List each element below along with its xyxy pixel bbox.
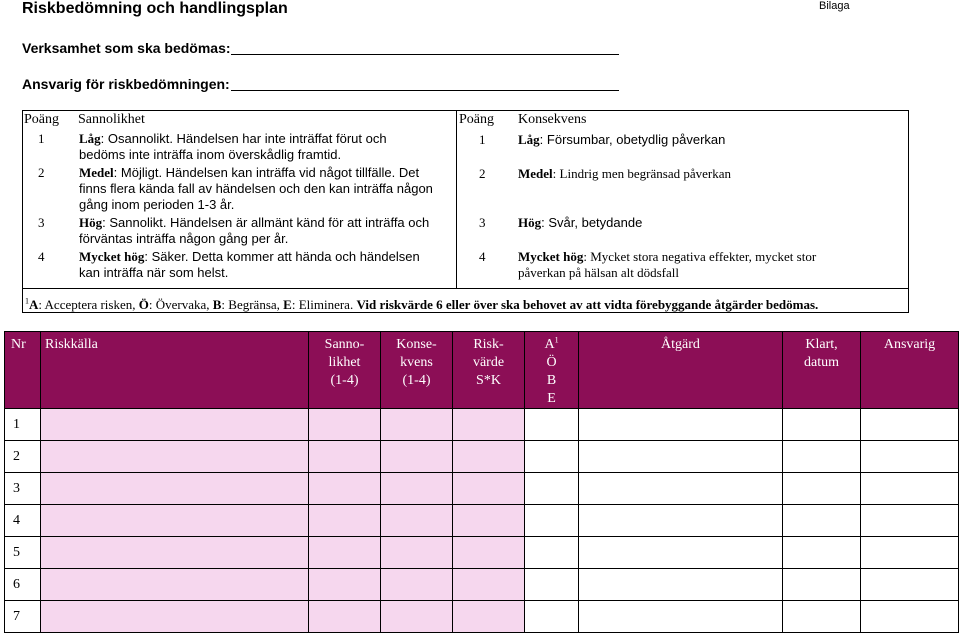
atgard-cell[interactable]: [579, 505, 783, 537]
atgard-cell[interactable]: [579, 473, 783, 505]
col-header-riskkalla: Riskkälla: [41, 332, 309, 409]
col-header-sannolikhet: Sanno- likhet (1-4): [309, 332, 381, 409]
sannolikhet-cell[interactable]: [309, 537, 381, 569]
konsekvens-cell[interactable]: [381, 441, 453, 473]
konsekvens-cell[interactable]: [381, 537, 453, 569]
col-header-aobe: $A^1$ Ö B E: [525, 332, 579, 409]
scale-header-sannolikhet: Sannolikhet: [78, 112, 145, 127]
klart-cell[interactable]: [783, 569, 861, 601]
verksamhet-label: Verksamhet som ska bedömas:: [22, 40, 231, 56]
prob-desc: Hög: Sannolikt. Händelsen är allmänt känd för att inträffa och förväntas inträffa någon gång per år.: [79, 215, 430, 246]
cons-num: 3: [479, 215, 486, 230]
ansvarig-cell[interactable]: [861, 409, 959, 441]
atgard-cell[interactable]: [579, 409, 783, 441]
ansvarig-cell[interactable]: [861, 505, 959, 537]
col-header-konsekvens: Konse- kvens (1-4): [381, 332, 453, 409]
sannolikhet-cell[interactable]: [309, 409, 381, 441]
konsekvens-cell[interactable]: [381, 473, 453, 505]
ansvarig-cell[interactable]: [861, 537, 959, 569]
klart-cell[interactable]: [783, 441, 861, 473]
action-plan-table: [4, 331, 959, 633]
ansvarig-label: Ansvarig för riskbedömningen:: [22, 76, 230, 92]
sannolikhet-cell[interactable]: [309, 505, 381, 537]
page-title: Riskbedömning och handlingsplan: [22, 0, 288, 17]
scale-header-konsekvens: Konsekvens: [518, 112, 587, 127]
sannolikhet-cell[interactable]: [309, 569, 381, 601]
atgard-cell[interactable]: [579, 537, 783, 569]
nr: 2: [5, 441, 41, 473]
aobe-cell[interactable]: [525, 505, 579, 537]
cons-desc: Hög: Svår, betydande: [518, 215, 643, 230]
riskvarde-cell[interactable]: [453, 569, 525, 601]
ansvarig-cell[interactable]: [861, 569, 959, 601]
riskvarde-cell[interactable]: [453, 505, 525, 537]
nr: 3: [5, 473, 41, 505]
prob-num: 3: [38, 215, 45, 230]
legend-footnote: $^1$A: Acceptera risken, Ö: Övervaka, B: Begränsa, E: Eliminera. Vid riskvärde 6 eller över ska behovet av att vidta förebyggande åtgärder bedömas.: [25, 296, 819, 312]
prob-desc: Medel: Möjligt. Händelsen kan inträffa vid något tillfälle. Det finns flera kända fall av händelsen och den kan inträffa någon gång inom perioden 1-3 år.: [79, 165, 433, 212]
scale-table: [22, 110, 909, 313]
riskkalla-cell[interactable]: [41, 505, 309, 537]
scale-header-poang-right: Poäng: [459, 112, 494, 127]
riskvarde-cell[interactable]: [453, 441, 525, 473]
col-header-riskvarde: Risk- värde S*K: [453, 332, 525, 409]
klart-cell[interactable]: [783, 473, 861, 505]
aobe-cell[interactable]: [525, 537, 579, 569]
table-row: [5, 441, 959, 473]
ansvarig-cell[interactable]: [861, 441, 959, 473]
nr: 7: [5, 601, 41, 633]
nr: 5: [5, 537, 41, 569]
ansvarig-field[interactable]: [231, 76, 619, 91]
riskvarde-cell[interactable]: [453, 537, 525, 569]
table-row: [5, 537, 959, 569]
col-header-nr: Nr: [5, 332, 41, 409]
klart-cell[interactable]: [783, 505, 861, 537]
col-header-atgard: Åtgärd: [579, 332, 783, 409]
table-header-row: [5, 332, 959, 409]
verksamhet-field[interactable]: [231, 40, 619, 55]
table-row: [5, 569, 959, 601]
prob-num: 2: [38, 165, 45, 180]
riskkalla-cell[interactable]: [41, 569, 309, 601]
prob-num: 4: [38, 249, 45, 264]
col-header-ansvarig: Ansvarig: [861, 332, 959, 409]
aobe-cell[interactable]: [525, 409, 579, 441]
cons-desc: Medel: Lindrig men begränsad påverkan: [518, 166, 731, 181]
nr: 4: [5, 505, 41, 537]
cons-num: 1: [479, 132, 486, 147]
riskkalla-cell[interactable]: [41, 441, 309, 473]
table-row: [5, 473, 959, 505]
klart-cell[interactable]: [783, 409, 861, 441]
cons-desc: Mycket hög: Mycket stora negativa effekter, mycket stor påverkan på hälsan alt dödsfall: [518, 249, 817, 280]
riskkalla-cell[interactable]: [41, 537, 309, 569]
cons-num: 4: [479, 249, 486, 264]
prob-desc: Låg: Osannolikt. Händelsen har inte inträffat förut och bedöms inte inträffa inom överskådlig framtid.: [79, 131, 387, 162]
konsekvens-cell[interactable]: [381, 569, 453, 601]
attachment-label: Bilaga: [819, 0, 850, 12]
sannolikhet-cell[interactable]: [309, 473, 381, 505]
riskkalla-cell[interactable]: [41, 409, 309, 441]
klart-cell[interactable]: [783, 537, 861, 569]
aobe-cell[interactable]: [525, 441, 579, 473]
table-row: [5, 409, 959, 441]
riskvarde-cell[interactable]: [453, 409, 525, 441]
konsekvens-cell[interactable]: [381, 505, 453, 537]
scale-header-poang-left: Poäng: [24, 112, 59, 127]
nr: 1: [5, 409, 41, 441]
ansvarig-cell[interactable]: [861, 473, 959, 505]
cons-num: 2: [479, 166, 486, 181]
atgard-cell[interactable]: [579, 441, 783, 473]
atgard-cell[interactable]: [579, 569, 783, 601]
table-row: [5, 505, 959, 537]
col-header-klart: Klart, datum: [783, 332, 861, 409]
konsekvens-cell[interactable]: [381, 409, 453, 441]
aobe-cell[interactable]: [525, 569, 579, 601]
prob-desc: Mycket hög: Säker. Detta kommer att hända och händelsen kan inträffa när som helst.: [79, 249, 420, 280]
nr: 6: [5, 569, 41, 601]
riskvarde-cell[interactable]: [453, 473, 525, 505]
sannolikhet-cell[interactable]: [309, 441, 381, 473]
riskkalla-cell[interactable]: [41, 473, 309, 505]
prob-num: 1: [38, 131, 45, 146]
cons-desc: Låg: Försumbar, obetydlig påverkan: [518, 132, 726, 147]
aobe-cell[interactable]: [525, 473, 579, 505]
